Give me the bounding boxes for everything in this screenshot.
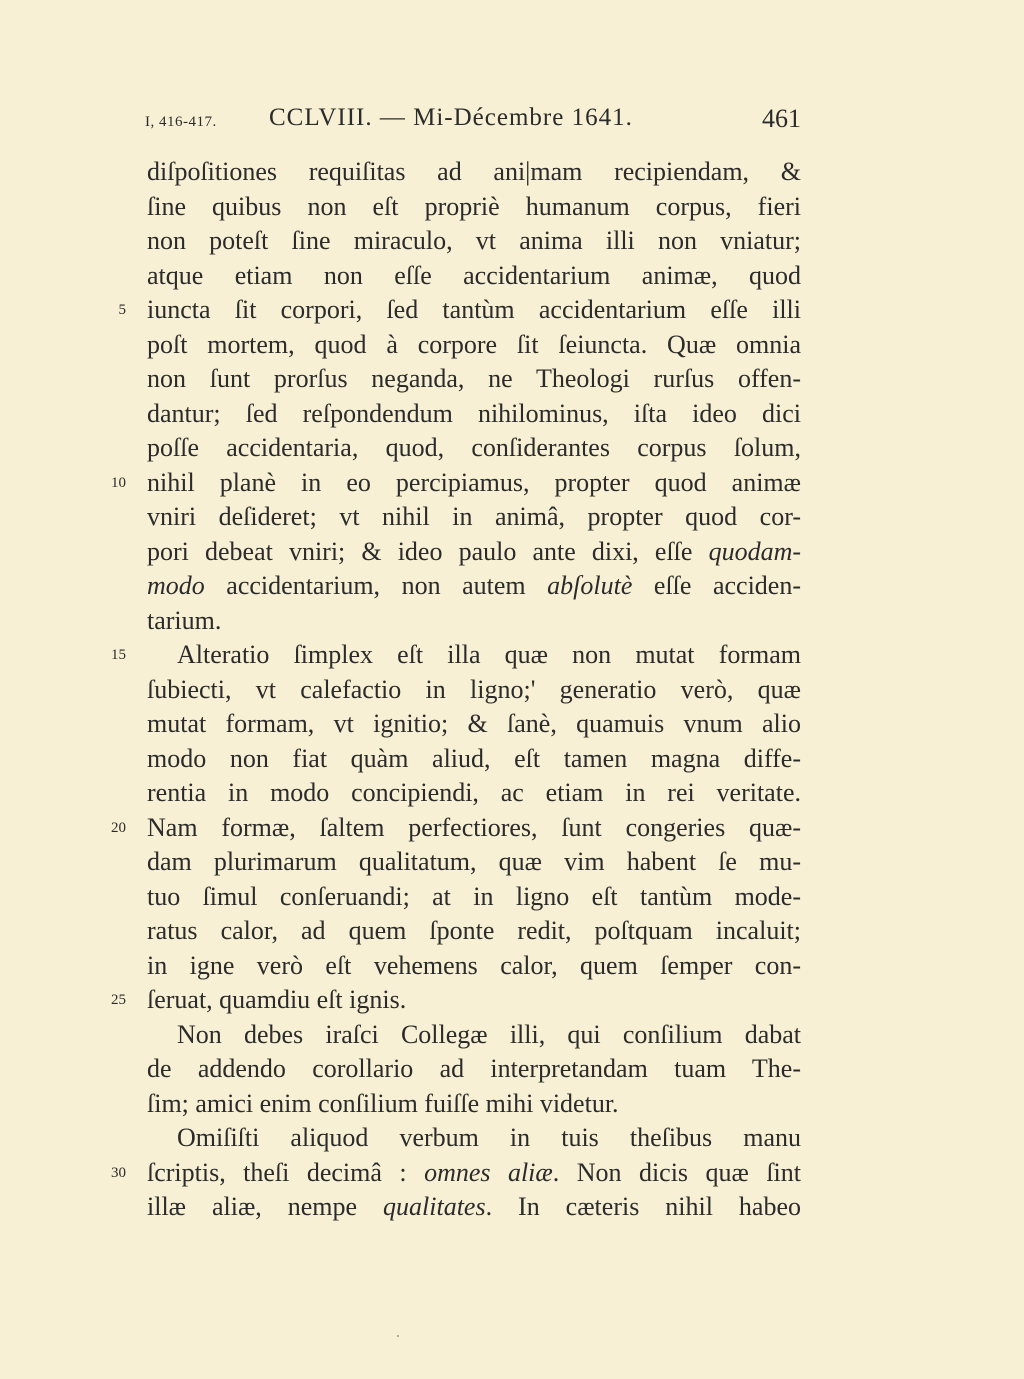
text-line [0, 431, 1024, 466]
text-run: dantur; ſed reſpondendum nihilominus, iſta ideo dici [147, 398, 801, 428]
text-line [0, 742, 1024, 777]
text-run: illæ aliæ, nempe [147, 1192, 384, 1221]
text-line [0, 224, 1024, 259]
text-run: Nam formæ, ſaltem perfectiores, ſunt congeries quæ- [147, 812, 801, 842]
volume-reference: I, 416-417. [145, 114, 217, 130]
letter-title: CCLVIII. — Mi-Décembre 1641. [269, 104, 633, 131]
line-text [147, 362, 801, 397]
text-run: rentia in modo concipiendi, ac etiam in rei veritate. [147, 778, 801, 807]
line-text [147, 983, 801, 1018]
text-run: ſine quibus non eſt propriè humanum corpus, fieri [147, 191, 801, 221]
text-line [0, 397, 1024, 432]
text-run: diſpoſitiones requiſitas ad ani|mam recipiendam, & [147, 157, 801, 186]
line-text [147, 673, 801, 708]
italic-text: qualitates [383, 1192, 486, 1221]
paper-speck [397, 1335, 399, 1337]
text-run: tuo ſimul conſeruandi; at in ligno eſt tantùm mode- [147, 881, 801, 911]
line-text [147, 811, 801, 846]
text-run: ſeruat, quamdiu eſt ignis. [147, 985, 407, 1014]
text-run: nihil planè in eo percipiamus, propter quod animæ [147, 467, 801, 497]
line-text [147, 466, 801, 501]
text-line [0, 328, 1024, 363]
line-text [147, 224, 801, 259]
line-text [147, 259, 801, 294]
text-run: eſſe acciden- [632, 571, 801, 600]
text-line [0, 155, 1024, 190]
line-text [147, 293, 801, 328]
text-run: ſubiecti, vt calefactio in ligno;' generatio verò, quæ [147, 674, 801, 704]
text-line [0, 707, 1024, 742]
text-run: Non debes iraſci Collegæ illi, qui conſilium dabat [177, 1019, 801, 1049]
body-text [0, 155, 1024, 1225]
text-run: non poteſt ſine miraculo, vt anima illi non vniatur; [147, 226, 801, 255]
text-line [0, 535, 1024, 570]
text-line [0, 259, 1024, 294]
line-text [147, 604, 801, 639]
line-text [147, 1087, 801, 1122]
text-run: . Non dicis quæ ſint [552, 1157, 801, 1187]
line-text [147, 742, 801, 777]
line-text [147, 1190, 801, 1225]
line-text [177, 1121, 801, 1156]
text-line [0, 1190, 1024, 1225]
text-run: ſim; amici enim conſilium fuiſſe mihi videtur. [147, 1088, 619, 1118]
text-line [0, 1121, 1024, 1156]
text-run: in igne verò eſt vehemens calor, quem ſemper con- [147, 950, 801, 980]
text-line [0, 362, 1024, 397]
text-line [0, 949, 1024, 984]
text-line [0, 983, 1024, 1018]
italic-text: abſolutè [547, 571, 633, 600]
text-line [0, 914, 1024, 949]
line-text [147, 155, 801, 190]
line-text [147, 190, 801, 225]
text-line [0, 811, 1024, 846]
line-text [147, 535, 801, 570]
page-number: 461 [762, 104, 801, 133]
line-text [147, 776, 801, 811]
text-run: modo non fiat quàm aliud, eſt tamen magna diffe- [147, 743, 801, 773]
text-run: . In cæteris nihil habeo [485, 1192, 801, 1221]
line-text [147, 880, 801, 915]
text-run: accidentarium, non autem [204, 571, 548, 600]
text-line [0, 845, 1024, 880]
line-text [177, 1018, 801, 1053]
line-number: 25 [111, 992, 126, 1008]
running-header [145, 104, 801, 140]
line-text [147, 500, 801, 535]
text-run: tarium. [147, 605, 222, 635]
text-run: Omiſiſti aliquod verbum in tuis theſibus manu [177, 1123, 801, 1152]
text-run: atque etiam non eſſe accidentarium animæ, quod [147, 260, 801, 290]
line-text [147, 1052, 801, 1087]
text-line [0, 569, 1024, 604]
line-text [147, 397, 801, 432]
line-text [147, 845, 801, 880]
line-text [147, 707, 801, 742]
text-line [0, 466, 1024, 501]
text-run: ſcriptis, theſi decimâ : [147, 1157, 425, 1187]
text-run: iuncta ſit corpori, ſed tantùm accidentarium eſſe illi [147, 295, 801, 324]
line-number: 15 [111, 647, 126, 663]
line-number: 30 [111, 1164, 126, 1181]
italic-text: modo [147, 571, 205, 600]
text-line [0, 638, 1024, 673]
line-number: 20 [111, 819, 126, 836]
text-line [0, 190, 1024, 225]
text-run: poſt mortem, quod à corpore ſit ſeiuncta. Quæ omnia [147, 329, 801, 359]
text-run: ratus calor, ad quem ſponte redit, poſtquam incaluit; [147, 916, 801, 945]
line-text [147, 328, 801, 363]
line-text [177, 638, 801, 673]
text-run: de addendo corollario ad interpretandam tuam The- [147, 1054, 801, 1083]
line-text [147, 569, 801, 604]
line-text [147, 914, 801, 949]
text-line [0, 880, 1024, 915]
line-number: 10 [111, 474, 126, 491]
text-line [0, 500, 1024, 535]
text-run: non ſunt prorſus neganda, ne Theologi rurſus offen- [147, 364, 801, 393]
text-run: mutat formam, vt ignitio; & ſanè, quamuis vnum alio [147, 709, 801, 738]
line-text [147, 431, 801, 466]
text-run: dam plurimarum qualitatum, quæ vim habent ſe mu- [147, 847, 801, 876]
text-line [0, 1018, 1024, 1053]
text-line [0, 1156, 1024, 1191]
line-number: 5 [118, 302, 126, 318]
text-line [0, 293, 1024, 328]
text-run: Alteratio ſimplex eſt illa quæ non mutat formam [177, 640, 801, 669]
text-run: pori debeat vniri; & ideo paulo ante dixi, eſſe [147, 536, 709, 566]
italic-text: omnes aliæ [424, 1157, 553, 1187]
text-line [0, 673, 1024, 708]
text-run: poſſe accidentaria, quod, conſiderantes corpus ſolum, [147, 433, 801, 462]
text-line [0, 1052, 1024, 1087]
line-text [147, 949, 801, 984]
line-text [147, 1156, 801, 1191]
text-line [0, 1087, 1024, 1122]
italic-text: quodam- [708, 536, 801, 566]
text-run: vniri deſideret; vt nihil in animâ, propter quod cor- [147, 502, 801, 531]
text-line [0, 604, 1024, 639]
text-line [0, 776, 1024, 811]
